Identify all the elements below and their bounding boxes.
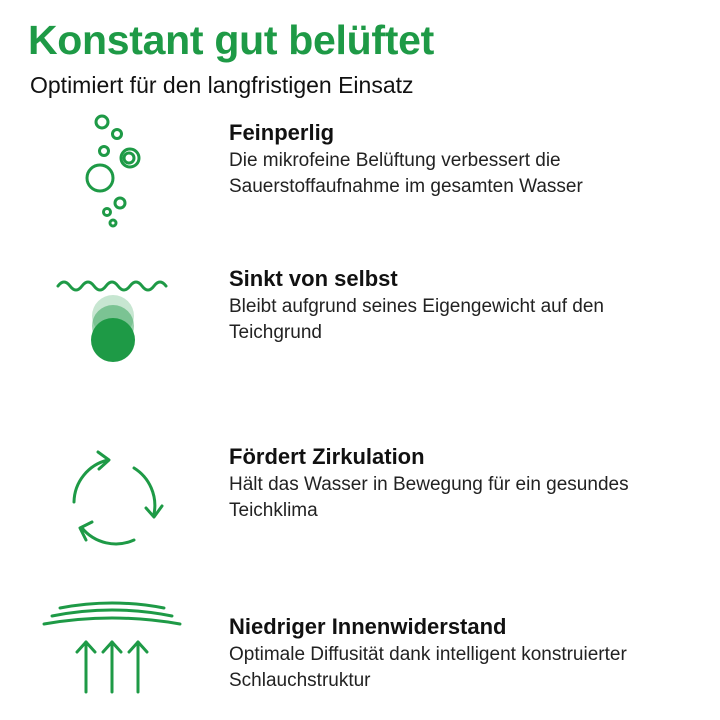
feature-self-sinking — [0, 262, 720, 372]
feature-title: Feinperlig — [229, 120, 335, 145]
feature-title: Niedriger Innenwiderstand — [229, 614, 507, 639]
feature-circulation — [0, 440, 720, 550]
circulation-arrows-icon — [62, 444, 172, 554]
feature-description: Die mikrofeine Belüftung verbessert die Sauerstoffaufnahme im gesamten Wasser — [229, 150, 583, 198]
page-subtitle: Optimiert für den langfristigen Einsatz — [30, 72, 414, 98]
sinking-stone-icon — [52, 268, 182, 378]
arrows-up-pressure-icon — [40, 600, 190, 700]
feature-title: Sinkt von selbst — [229, 266, 398, 291]
feature-description: Hält das Wasser in Bewegung für ein gesundes Teichklima — [229, 474, 629, 522]
feature-title: Fördert Zirkulation — [229, 444, 425, 469]
bubbles-icon — [60, 112, 180, 232]
page-title: Konstant gut belüftet — [28, 17, 434, 63]
feature-description: Bleibt aufgrund seines Eigengewicht auf den Teichgrund — [229, 296, 604, 344]
feature-fine-bubbles — [0, 112, 720, 232]
feature-low-resistance — [0, 600, 720, 710]
feature-description: Optimale Diffusität dank intelligent konstruierter Schlauchstruktur — [229, 644, 627, 692]
